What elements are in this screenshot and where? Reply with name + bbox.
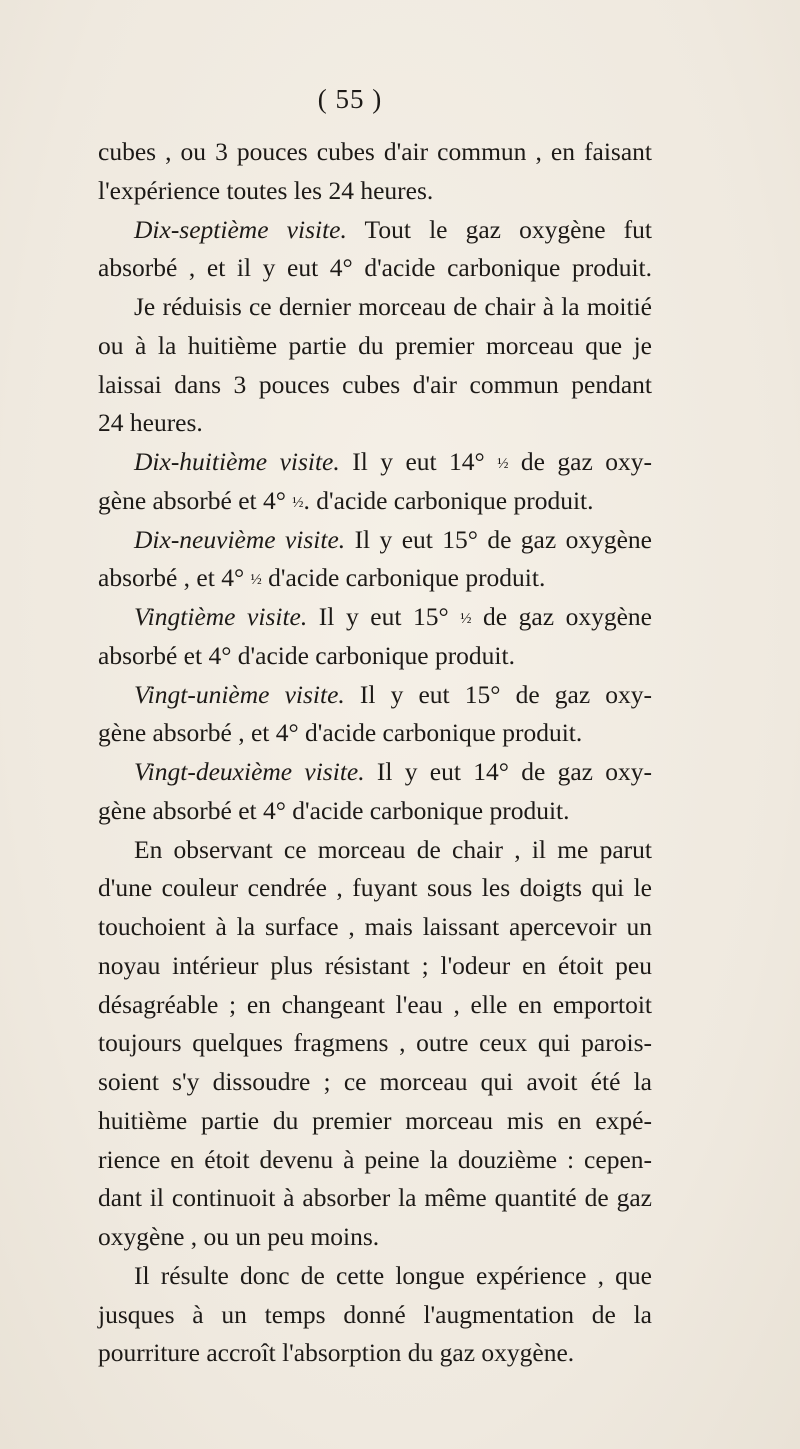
text-line: désagréable ; en changeant l'eau , elle en emportoit xyxy=(98,989,652,1019)
visit-heading: Vingtième visite. xyxy=(134,602,308,631)
text-line: gène absorbé et 4° ½. d'acide carbonique produit. xyxy=(98,485,594,515)
text-line: pourriture accroît l'absorption du gaz oxygène. xyxy=(98,1338,575,1368)
text-line: touchoient à la surface , mais laissant apercevoir un xyxy=(98,912,652,941)
text-line: l'expérience toutes les 24 heures. xyxy=(98,175,434,205)
fraction: ½ xyxy=(460,611,472,627)
visit-heading: Vingt-deuxième visite. xyxy=(134,757,365,786)
visit-heading: Dix-huitième visite. xyxy=(134,447,340,476)
text-line: absorbé , et 4° ½ d'acide carbonique produit. xyxy=(98,563,546,593)
visit-heading: Vingt-unième visite. xyxy=(134,679,345,709)
text-line: Il résulte donc de cette longue expérience , que xyxy=(134,1260,652,1290)
visit-heading: Dix-septième visite. xyxy=(134,214,347,244)
text-line: ou à la huitième partie du premier morceau que je xyxy=(98,330,652,360)
text-line: d'une couleur cendrée , fuyant sous les doigts qui le xyxy=(98,873,652,903)
text-line: Vingt-deuxième visite. Il y eut 14° de gaz oxy- xyxy=(134,757,653,786)
text-line: Dix-huitième visite. Il y eut 14° ½ de gaz oxy- xyxy=(134,447,652,476)
text-line: toujours quelques fragmens , outre ceux qui parois- xyxy=(98,1028,652,1058)
text-line: Je réduisis ce dernier morceau de chair à la moitié xyxy=(134,292,652,321)
text-line: absorbé et 4° d'acide carbonique produit. xyxy=(98,640,515,670)
fraction: ½ xyxy=(497,456,509,472)
text-line: oxygène , ou un peu moins. xyxy=(98,1222,380,1251)
page-number: ( 55 ) xyxy=(317,84,383,114)
text-line: soient s'y dissoudre ; ce morceau qui avoit été la xyxy=(98,1067,652,1096)
text-line: Vingtième visite. Il y eut 15° ½ de gaz oxygène xyxy=(134,602,653,631)
text-line: En observant ce morceau de chair , il me parut xyxy=(134,834,652,864)
text-line: Vingt-unième visite. Il y eut 15° de gaz oxy- xyxy=(134,679,653,709)
text-line: noyau intérieur plus résistant ; l'odeur en étoit peu xyxy=(98,950,652,980)
text-line: absorbé , et il y eut 4° d'acide carbonique produit. xyxy=(98,253,652,283)
text-line: huitième partie du premier morceau mis en expé- xyxy=(98,1105,652,1135)
text-line: 24 heures. xyxy=(98,408,203,438)
text-line: gène absorbé et 4° d'acide carbonique produit. xyxy=(98,795,570,825)
text-line: Dix-neuvième visite. Il y eut 15° de gaz oxygène xyxy=(134,524,652,554)
fraction: ½ xyxy=(292,494,304,511)
text-line: laissai dans 3 pouces cubes d'air commun pendant xyxy=(98,369,652,399)
text-line: Dix-septième visite. Tout le gaz oxygène fut xyxy=(134,214,652,244)
body-text xyxy=(98,133,652,1373)
text-line: gène absorbé , et 4° d'acide carbonique produit. xyxy=(98,718,583,748)
text-line: cubes , ou 3 pouces cubes d'air commun , en faisant xyxy=(98,137,652,166)
text-line: dant il continuoit à absorber la même quantité de gaz xyxy=(98,1183,652,1213)
text-line: rience en étoit devenu à peine la douzième : cepen- xyxy=(98,1144,652,1174)
fraction: ½ xyxy=(250,572,262,589)
text-line: jusques à un temps donné l'augmentation de la xyxy=(98,1299,652,1329)
visit-heading: Dix-neuvième visite. xyxy=(134,524,346,554)
